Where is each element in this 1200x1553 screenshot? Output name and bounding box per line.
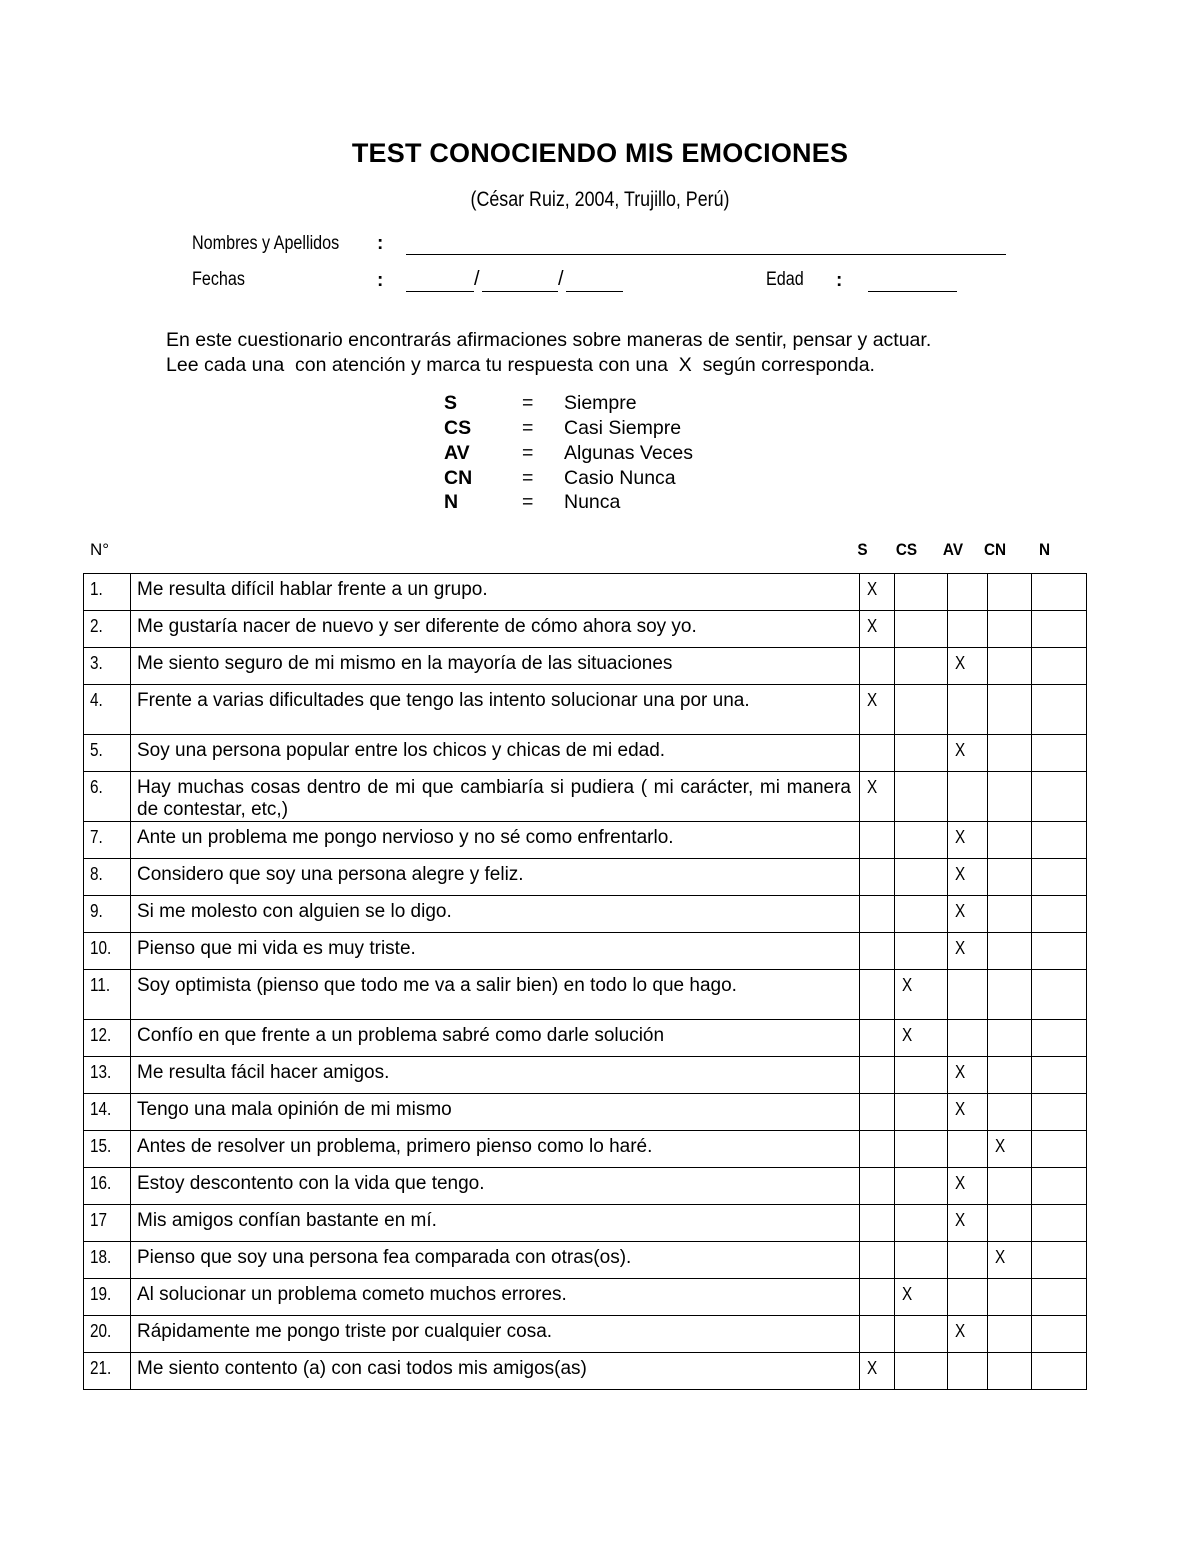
answer-cell-s[interactable] [860,859,895,896]
answer-cell-n[interactable] [1032,735,1087,772]
answer-cell-cn[interactable] [988,685,1032,735]
item-number-cell [84,1316,131,1353]
legend-equals: = [522,442,534,464]
item-number-cell [84,1242,131,1279]
answer-cell-av[interactable] [948,822,988,859]
answer-cell-av[interactable] [948,1279,988,1316]
item-statement: Hay muchas cosas dentro de mi que cambiaría si pudiera ( mi carácter, mi manera de contestar, etc,) [131,772,860,822]
x-mark: X [955,1062,966,1082]
questionnaire-table [83,573,1087,1390]
item-number: 5. [90,740,103,760]
answer-cell-av[interactable] [948,574,988,611]
x-mark: X [955,827,966,847]
item-number-cell [84,648,131,685]
answer-cell-av[interactable] [948,1353,988,1390]
date-day-field[interactable] [406,291,474,292]
table-row [84,1205,1087,1242]
answer-cell-n[interactable] [1032,933,1087,970]
x-mark: X [902,975,913,995]
answer-cell-av[interactable] [948,735,988,772]
answer-cell-s[interactable] [860,1353,895,1390]
table-row [84,822,1087,859]
answer-cell-cn[interactable] [988,611,1032,648]
item-statement: Frente a varias dificultades que tengo las intento solucionar una por una. [131,685,860,735]
item-number: 1. [90,579,103,599]
table-row [84,1094,1087,1131]
x-mark: X [995,1247,1006,1267]
answer-cell-cs[interactable] [895,1242,948,1279]
answer-cell-s[interactable] [860,1020,895,1057]
item-statement: Ante un problema me pongo nervioso y no sé como enfrentarlo. [131,822,860,859]
answer-cell-av[interactable] [948,1131,988,1168]
legend-equals: = [522,491,534,513]
answer-cell-n[interactable] [1032,772,1087,822]
answer-cell-cn[interactable] [988,1205,1032,1242]
item-number: 4. [90,690,103,710]
answer-cell-cs[interactable] [895,1020,948,1057]
answer-cell-s[interactable] [860,822,895,859]
answer-cell-n[interactable] [1032,896,1087,933]
answer-cell-n[interactable] [1032,611,1087,648]
item-statement: Estoy descontento con la vida que tengo. [131,1168,860,1205]
x-mark: X [955,740,966,760]
instructions-line-1: En este cuestionario encontrarás afirmaciones sobre maneras de sentir, pensar y actuar. [166,329,932,351]
answer-cell-av[interactable] [948,859,988,896]
answer-cell-cn[interactable] [988,933,1032,970]
table-row [84,896,1087,933]
item-number-cell [84,896,131,933]
answer-cell-cn[interactable] [988,735,1032,772]
item-statement: Si me molesto con alguien se lo digo. [131,896,860,933]
legend-equals: = [522,392,534,414]
answer-cell-cs[interactable] [895,933,948,970]
item-statement: Me resulta difícil hablar frente a un grupo. [131,574,860,611]
item-statement: Me resulta fácil hacer amigos. [131,1057,860,1094]
answer-cell-cn[interactable] [988,970,1032,1020]
age-label: Edad [766,269,804,290]
table-row [84,1242,1087,1279]
date-colon: : [377,270,384,291]
item-statement: Antes de resolver un problema, primero pienso como lo haré. [131,1131,860,1168]
page-title: TEST CONOCIENDO MIS EMOCIONES [351,138,849,168]
column-header-av: AV [942,540,964,559]
item-number-cell [84,574,131,611]
table-row [84,1131,1087,1168]
answer-cell-cs[interactable] [895,1316,948,1353]
table-row [84,1353,1087,1390]
item-number-cell [84,970,131,1020]
answer-cell-n[interactable] [1032,1205,1087,1242]
column-header-n: N [1038,540,1051,559]
item-number: 18. [90,1247,112,1267]
answer-cell-s[interactable] [860,1168,895,1205]
item-number: 2. [90,616,103,636]
answer-cell-av[interactable] [948,1057,988,1094]
table-row [84,933,1087,970]
item-statement: Pienso que soy una persona fea comparada con otras(os). [131,1242,860,1279]
answer-cell-av[interactable] [948,1094,988,1131]
item-statement: Considero que soy una persona alegre y feliz. [131,859,860,896]
answer-cell-n[interactable] [1032,1353,1087,1390]
answer-cell-s[interactable] [860,1279,895,1316]
legend-meaning: Casio Nunca [564,467,676,489]
answer-cell-av[interactable] [948,1205,988,1242]
item-number-cell [84,859,131,896]
table-row [84,735,1087,772]
item-number: 13. [90,1062,112,1082]
legend-code: S [444,392,458,414]
x-mark: X [867,777,878,797]
x-mark: X [867,616,878,636]
item-number: 19. [90,1284,112,1304]
item-number: 17 [90,1210,108,1230]
legend-meaning: Nunca [564,491,621,513]
column-header-cs: CS [895,540,918,559]
item-number-cell [84,933,131,970]
answer-cell-cn[interactable] [988,648,1032,685]
legend-meaning: Siempre [564,392,637,414]
answer-cell-s[interactable] [860,896,895,933]
answer-cell-av[interactable] [948,611,988,648]
x-mark: X [955,938,966,958]
x-mark: X [867,579,878,599]
instructions-line-2: Lee cada una con atención y marca tu respuesta con una X según corresponda. [166,354,875,376]
answer-cell-av[interactable] [948,1316,988,1353]
answer-cell-n[interactable] [1032,1131,1087,1168]
item-number-cell [84,822,131,859]
answer-cell-cn[interactable] [988,1131,1032,1168]
answer-cell-cs[interactable] [895,859,948,896]
x-mark: X [902,1284,913,1304]
table-row [84,772,1087,822]
item-statement: Al solucionar un problema cometo muchos errores. [131,1279,860,1316]
item-number: 7. [90,827,103,847]
legend-meaning: Algunas Veces [564,442,694,464]
answer-cell-cn[interactable] [988,822,1032,859]
item-statement: Me siento seguro de mi mismo en la mayoría de las situaciones [131,648,860,685]
item-statement: Soy una persona popular entre los chicos y chicas de mi edad. [131,735,860,772]
answer-cell-n[interactable] [1032,1057,1087,1094]
x-mark: X [955,1210,966,1230]
column-header-s: S [857,540,868,559]
column-header-cn: CN [983,540,1007,559]
item-statement: Mis amigos confían bastante en mí. [131,1205,860,1242]
answer-cell-s[interactable] [860,772,895,822]
table-row [84,1316,1087,1353]
item-number: 14. [90,1099,112,1119]
answer-cell-cn[interactable] [988,1057,1032,1094]
answer-cell-av[interactable] [948,1242,988,1279]
answer-cell-av[interactable] [948,933,988,970]
answer-cell-cs[interactable] [895,1353,948,1390]
date-slash-1: / [474,268,480,290]
answer-cell-n[interactable] [1032,685,1087,735]
answer-cell-cs[interactable] [895,735,948,772]
answer-cell-av[interactable] [948,970,988,1020]
answer-cell-n[interactable] [1032,1316,1087,1353]
table-row [84,970,1087,1020]
item-number-cell [84,772,131,822]
answer-cell-cs[interactable] [895,1279,948,1316]
answer-cell-cn[interactable] [988,574,1032,611]
legend-equals: = [522,467,534,489]
legend-code: N [444,491,459,513]
item-number: 9. [90,901,103,921]
answer-cell-cn[interactable] [988,859,1032,896]
date-month-field[interactable] [482,291,558,292]
answer-cell-s[interactable] [860,1131,895,1168]
table-row [84,1168,1087,1205]
answer-cell-cs[interactable] [895,822,948,859]
answer-cell-av[interactable] [948,685,988,735]
answer-cell-n[interactable] [1032,574,1087,611]
item-number: 16. [90,1173,112,1193]
item-number-cell [84,685,131,735]
age-colon: : [836,270,843,291]
answer-cell-s[interactable] [860,648,895,685]
answer-cell-s[interactable] [860,611,895,648]
answer-cell-cs[interactable] [895,1057,948,1094]
x-mark: X [955,901,966,921]
item-number-cell [84,1020,131,1057]
table-row [84,648,1087,685]
age-field[interactable] [868,291,957,292]
answer-cell-cn[interactable] [988,1279,1032,1316]
item-number: 11. [90,975,111,995]
answer-cell-cn[interactable] [988,1353,1032,1390]
table-row [84,1057,1087,1094]
answer-cell-av[interactable] [948,1020,988,1057]
item-number: 6. [90,777,103,797]
x-mark: X [902,1025,913,1045]
answer-cell-n[interactable] [1032,859,1087,896]
answer-cell-s[interactable] [860,933,895,970]
item-number-cell [84,735,131,772]
legend-code: CS [444,417,472,439]
answer-cell-n[interactable] [1032,648,1087,685]
name-label: Nombres y Apellidos [192,233,340,254]
answer-cell-av[interactable] [948,648,988,685]
answer-cell-n[interactable] [1032,1094,1087,1131]
answer-cell-cs[interactable] [895,1094,948,1131]
answer-cell-s[interactable] [860,574,895,611]
item-number-cell [84,1353,131,1390]
table-row [84,574,1087,611]
answer-cell-av[interactable] [948,1168,988,1205]
item-number-cell [84,1057,131,1094]
answer-cell-cs[interactable] [895,574,948,611]
answer-cell-cs[interactable] [895,1168,948,1205]
answer-cell-n[interactable] [1032,1168,1087,1205]
item-statement: Soy optimista (pienso que todo me va a salir bien) en todo lo que hago. [131,970,860,1020]
name-colon: : [377,233,384,254]
item-statement: Pienso que mi vida es muy triste. [131,933,860,970]
answer-cell-n[interactable] [1032,822,1087,859]
answer-cell-cs[interactable] [895,1131,948,1168]
item-statement: Confío en que frente a un problema sabré como darle solución [131,1020,860,1057]
answer-cell-cs[interactable] [895,648,948,685]
legend-meaning: Casi Siempre [564,417,682,439]
item-number: 15. [90,1136,112,1156]
answer-cell-cs[interactable] [895,970,948,1020]
legend-code: AV [444,442,470,464]
answer-cell-cs[interactable] [895,685,948,735]
answer-cell-cn[interactable] [988,1316,1032,1353]
answer-cell-s[interactable] [860,970,895,1020]
item-number-cell [84,611,131,648]
item-statement: Me siento contento (a) con casi todos mis amigos(as) [131,1353,860,1390]
answer-cell-s[interactable] [860,1316,895,1353]
item-number-cell [84,1279,131,1316]
answer-cell-s[interactable] [860,685,895,735]
x-mark: X [955,864,966,884]
item-number-cell [84,1205,131,1242]
item-number-cell [84,1168,131,1205]
x-mark: X [955,1321,966,1341]
item-statement: Me gustaría nacer de nuevo y ser diferente de cómo ahora soy yo. [131,611,860,648]
answer-cell-s[interactable] [860,1205,895,1242]
answer-cell-n[interactable] [1032,1020,1087,1057]
answer-cell-cn[interactable] [988,772,1032,822]
date-slash-2: / [558,268,564,290]
number-column-header: N° [90,540,110,559]
x-mark: X [955,1099,966,1119]
x-mark: X [955,653,966,673]
item-number: 3. [90,653,103,673]
answer-cell-cs[interactable] [895,611,948,648]
table-row [84,685,1087,735]
page-subtitle: (César Ruiz, 2004, Trujillo, Perú) [470,188,730,211]
x-mark: X [867,690,878,710]
item-number: 20. [90,1321,112,1341]
date-label: Fechas [192,269,245,290]
answer-cell-n[interactable] [1032,970,1087,1020]
answer-cell-av[interactable] [948,772,988,822]
item-statement: Rápidamente me pongo triste por cualquier cosa. [131,1316,860,1353]
table-row [84,611,1087,648]
x-mark: X [867,1358,878,1378]
answer-cell-cn[interactable] [988,1020,1032,1057]
item-number: 8. [90,864,103,884]
answer-cell-n[interactable] [1032,1242,1087,1279]
legend-code: CN [444,467,473,489]
answer-cell-cs[interactable] [895,772,948,822]
item-number-cell [84,1094,131,1131]
item-number: 12. [90,1025,112,1045]
answer-cell-cn[interactable] [988,1242,1032,1279]
item-statement: Tengo una mala opinión de mi mismo [131,1094,860,1131]
item-number-cell [84,1131,131,1168]
item-number: 21. [90,1358,112,1378]
answer-cell-n[interactable] [1032,1279,1087,1316]
answer-cell-s[interactable] [860,1094,895,1131]
answer-cell-cn[interactable] [988,1094,1032,1131]
answer-cell-cs[interactable] [895,1205,948,1242]
answer-cell-av[interactable] [948,896,988,933]
date-year-field[interactable] [566,291,623,292]
table-row [84,1279,1087,1316]
x-mark: X [995,1136,1006,1156]
item-number: 10. [90,938,112,958]
legend-equals: = [522,417,534,439]
answer-cell-s[interactable] [860,735,895,772]
answer-cell-s[interactable] [860,1242,895,1279]
answer-cell-cn[interactable] [988,1168,1032,1205]
name-field[interactable] [406,254,1006,255]
answer-cell-cs[interactable] [895,896,948,933]
table-row [84,859,1087,896]
answer-cell-cn[interactable] [988,896,1032,933]
table-row [84,1020,1087,1057]
x-mark: X [955,1173,966,1193]
answer-cell-s[interactable] [860,1057,895,1094]
